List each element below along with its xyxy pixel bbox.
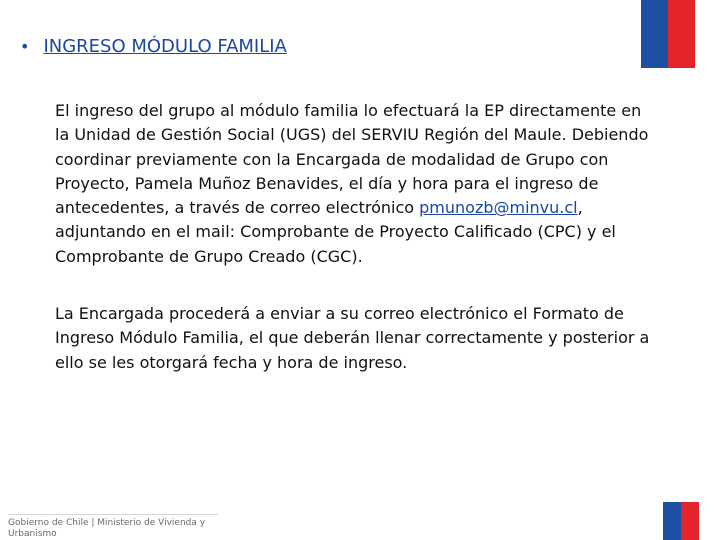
heading-text: INGRESO MÓDULO FAMILIA (43, 36, 287, 57)
paragraph-ingreso (55, 99, 655, 269)
paragraph-formato: La Encargada procederá a enviar a su correo electrónico el Formato de Ingreso Módulo Familia, el que deberán llenar correctamente y posterior a ello se les otorgará fecha y hora de ingreso. (55, 304, 650, 372)
flag-blue-block (663, 502, 681, 540)
bullet-icon: • (20, 37, 30, 56)
flag-stripe-top (641, 0, 695, 68)
flag-red-block (681, 502, 699, 540)
footer-divider (8, 514, 218, 515)
footer-text: Gobierno de Chile | Ministerio de Vivienda y Urbanismo (8, 518, 206, 539)
flag-blue-block (641, 0, 668, 68)
flag-stripe-bottom (663, 502, 699, 540)
paragraph-1-text-start: El ingreso del grupo al módulo familia lo efectuará la EP directamente en la Unidad de Gestión Social (UGS) del SERVIU Región del Maule. Debiendo coordinar previamente con la Encargada de modalidad de Grupo con Proyecto, Pamela Muñoz Benavides, el día y hora para el ingreso de antecedentes, a través de correo electrónico (55, 101, 649, 218)
slide-heading (20, 36, 287, 57)
paragraph-1-text-end: , adjuntando en el mail: Comprobante de Proyecto Calificado (CPC) y el Comprobante de Grupo Creado (CGC). (55, 198, 616, 266)
email-link[interactable]: pmunozb@minvu.cl (419, 198, 578, 218)
flag-red-block (668, 0, 695, 68)
